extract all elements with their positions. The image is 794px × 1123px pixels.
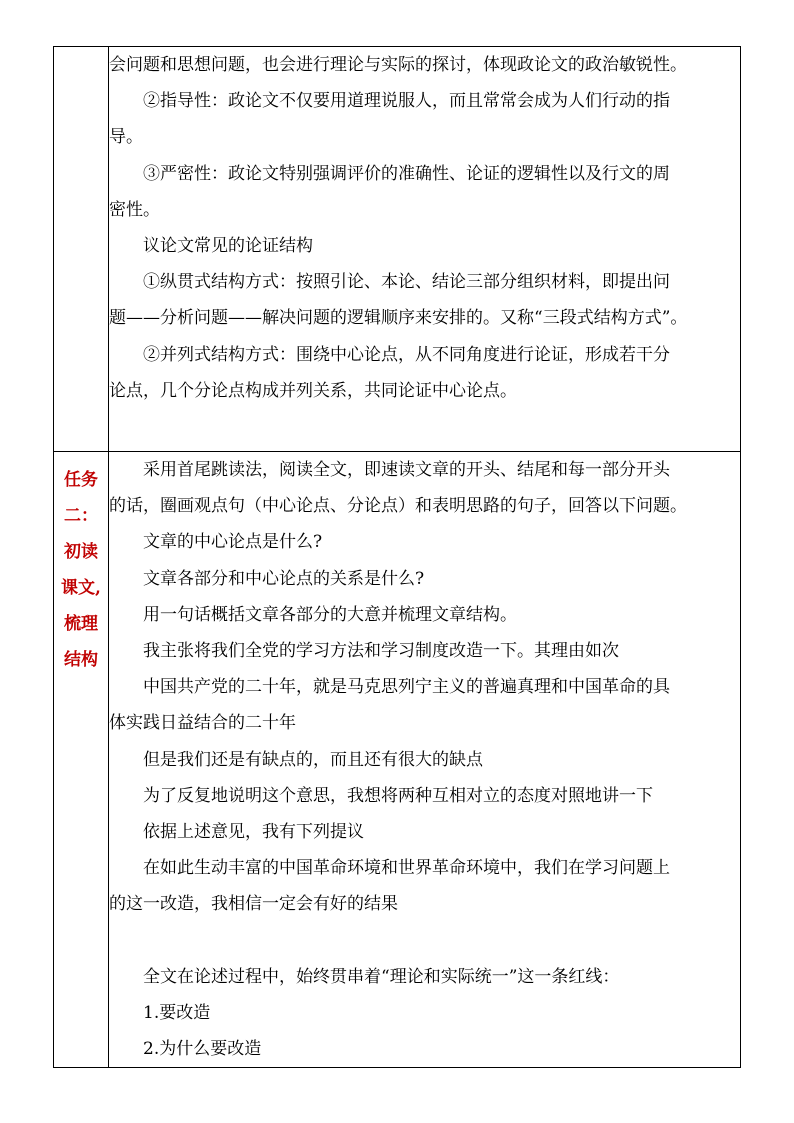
text-line: 题——分析问题——解决问题的逻辑顺序来安排的。又称“三段式结构方式”。 (109, 308, 688, 329)
text-line: 导。 (109, 127, 143, 148)
text-line: 2.为什么要改造 (143, 1039, 262, 1060)
text-line: 议论文常见的论证结构 (143, 236, 313, 257)
text-line: 中国共产党的二十年，就是马克思列宁主义的普遍真理和中国革命的具 (143, 677, 670, 698)
text-line: ②指导性：政论文不仅要用道理说服人，而且常常会成为人们行动的指 (143, 91, 670, 112)
text-line: 1.要改造 (143, 1003, 211, 1024)
text-line: ③严密性：政论文特别强调评价的准确性、论证的逻辑性以及行文的周 (143, 163, 670, 184)
text-line: 的这一改造，我相信一定会有好的结果 (109, 894, 398, 915)
table-row (54, 47, 741, 452)
row2-label-cell (54, 452, 109, 1068)
task-label-line: 结构 (64, 650, 98, 670)
text-line: 依据上述意见，我有下列提议 (143, 822, 364, 843)
row1-label-cell (54, 47, 109, 452)
text-line: 体实践日益结合的二十年 (109, 713, 296, 734)
text-line: 密性。 (109, 199, 160, 220)
row2-text (109, 452, 740, 1067)
text-line: 采用首尾跳读法，阅读全文，即速读文章的开头、结尾和每一部分开头 (143, 460, 670, 480)
task-label-line: 任务 (64, 470, 98, 490)
text-line: 文章各部分和中心论点的关系是什么? (143, 568, 425, 589)
task-label (54, 452, 108, 678)
text-line: ②并列式结构方式：围绕中心论点，从不同角度进行论证，形成若干分 (143, 344, 670, 365)
text-line: 用一句话概括文章各部分的大意并梳理文章结构。 (143, 604, 517, 625)
task-label-line: 初读 (64, 542, 98, 562)
text-line: 在如此生动丰富的中国革命环境和世界革命环境中，我们在学习问题上 (143, 858, 670, 879)
text-line: 文章的中心论点是什么? (143, 532, 323, 553)
text-line: 全文在论述过程中，始终贯串着“理论和实际统一”这一条红线： (143, 966, 620, 987)
text-line (109, 923, 740, 959)
text-line: 但是我们还是有缺点的，而且还有很大的缺点 (143, 749, 483, 770)
task-label-line: 二： (64, 506, 98, 526)
text-line: 为了反复地说明这个意思，我想将两种互相对立的态度对照地讲一下 (143, 785, 653, 806)
row1-content-cell (109, 47, 741, 452)
task-label-line: 课文, (61, 578, 101, 598)
table-row (54, 452, 741, 1068)
text-line: 的话，圈画观点句（中心论点、分论点）和表明思路的句子，回答以下问题。 (109, 496, 687, 517)
text-line: ①纵贯式结构方式：按照引论、本论、结论三部分组织材料，即提出问 (143, 272, 670, 293)
text-line: 论点，几个分论点构成并列关系，共同论证中心论点。 (109, 380, 517, 401)
text-line: 我主张将我们全党的学习方法和学习制度改造一下。其理由如次 (143, 641, 619, 662)
text-line: 会问题和思想问题，也会进行理论与实际的探讨，体现政论文的政治敏锐性。 (109, 55, 687, 75)
lesson-table (53, 46, 741, 1068)
task-label-line: 梳理 (64, 614, 98, 634)
row2-content-cell (109, 452, 741, 1068)
row1-text (109, 47, 740, 409)
